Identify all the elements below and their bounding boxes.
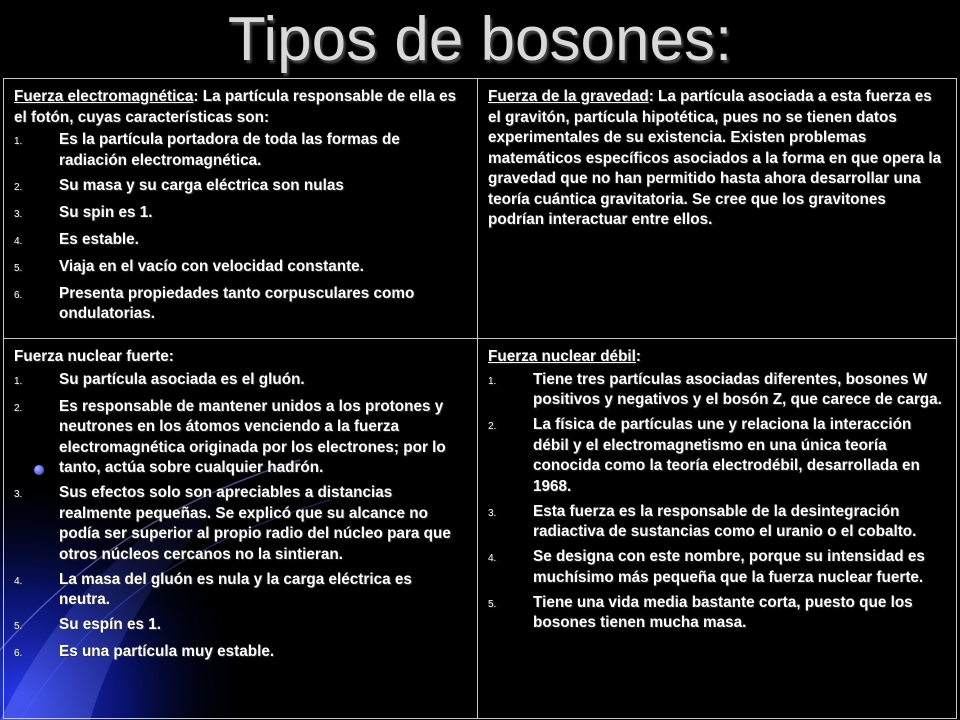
weak-heading-line — [488, 347, 946, 368]
list-text: Se designa con este nombre, porque su intensidad es muchísimo más pequeña que la fuerza nuclear fuerte. — [533, 548, 925, 586]
list-number: 6. — [14, 289, 23, 301]
list-number: 3. — [14, 489, 23, 500]
list-item — [14, 176, 467, 199]
list-item — [488, 547, 946, 588]
list-number: 4. — [488, 553, 497, 564]
list-text: Sus efectos solo son apreciables a distancias realmente pequeñas. Se explicó que su alcance no podía ser superior al propio radio del núcleo para que otros núcleos cercanos no la sintieran. — [59, 484, 451, 563]
strong-list — [14, 370, 467, 665]
list-item — [14, 397, 467, 479]
list-number: 2. — [488, 421, 497, 432]
list-number: 1. — [14, 375, 23, 387]
list-text: Esta fuerza es la responsable de la desintegración radiactiva de sustancias como el uranio o el cobalto. — [533, 502, 917, 540]
list-item — [14, 370, 467, 393]
list-item — [488, 415, 946, 497]
list-number: 5. — [14, 621, 23, 632]
list-item — [14, 257, 467, 280]
list-text: Es estable. — [59, 230, 139, 248]
cell-gravity — [478, 79, 956, 339]
list-number: 5. — [488, 598, 497, 610]
list-text: Tiene una vida media bastante corta, puesto que los bosones tienen mucha masa. — [533, 593, 913, 631]
list-text: Su espín es 1. — [59, 616, 162, 633]
list-text: Presenta propiedades tanto corpusculares como ondulatorias. — [59, 284, 415, 322]
list-text: Tiene tres partículas asociadas diferentes, bosones W positivos y negativos y el bosón Z, que carece de carga. — [533, 370, 942, 408]
list-text: Su spin es 1. — [59, 203, 153, 221]
cell-electromagnetic — [4, 79, 478, 339]
list-number: 3. — [488, 507, 497, 519]
weak-list — [488, 370, 946, 634]
list-item — [14, 130, 467, 171]
list-number: 1. — [488, 375, 497, 387]
list-item — [14, 570, 467, 611]
list-item — [488, 502, 946, 543]
electromagnetic-intro-text: : La partícula responsable de ella es el fotón, cuyas características son: — [14, 88, 457, 126]
electromagnetic-list — [14, 130, 467, 325]
list-item — [14, 483, 467, 565]
list-text: Es responsable de mantener unidos a los protones y neutrones en los átomos venciendo a la fuerza electromagnética originada por los electrones; por lo tanto, actúa sobre cualquier hadrón. — [59, 397, 446, 476]
list-number: 2. — [14, 181, 23, 193]
gravity-heading: Fuerza de la gravedad — [488, 88, 649, 105]
weak-heading-suffix: : — [635, 348, 642, 365]
gravity-text: : La partícula asociada a esta fuerza es el gravitón, partícula hipotética, pues no se tienen datos experimentales de su existencia. Existen problemas matemáticos específicos asociados a la forma en que opera la gravedad que no han permitido hasta ahora desarrollar una teoría cuántica gravitatoria. Se cree que los gravitones podrían interactuar entre ellos. — [488, 88, 942, 228]
cell-weak — [478, 339, 956, 718]
list-item — [488, 370, 946, 411]
list-text: Su masa y su carga eléctrica son nulas — [59, 176, 344, 194]
electromagnetic-intro — [14, 87, 467, 128]
list-item — [14, 615, 467, 638]
list-number: 5. — [14, 262, 23, 274]
list-item — [14, 203, 467, 226]
list-text: Es la partícula portadora de toda las formas de radiación electromagnética. — [59, 131, 400, 169]
strong-heading: Fuerza nuclear fuerte: — [14, 348, 174, 365]
list-number: 4. — [14, 575, 23, 587]
list-text: Viaja en el vacío con velocidad constante. — [59, 257, 364, 275]
electromagnetic-heading: Fuerza electromagnética — [14, 88, 194, 105]
list-item — [488, 593, 946, 634]
gravity-paragraph — [488, 87, 946, 231]
list-number: 4. — [14, 235, 23, 247]
list-number: 2. — [14, 402, 23, 414]
cell-strong — [4, 339, 478, 718]
list-number: 6. — [14, 648, 23, 659]
list-item — [14, 642, 467, 665]
list-text: La masa del gluón es nula y la carga eléctrica es neutra. — [59, 570, 412, 608]
list-item — [14, 284, 467, 325]
list-item — [14, 230, 467, 253]
list-text: Es una partícula muy estable. — [59, 643, 275, 660]
list-text: La física de partículas une y relaciona la interacción débil y el electromagnetismo en una única teoría conocida como la teoría electrodébil, desarrollada en 1968. — [533, 416, 920, 495]
weak-heading: Fuerza nuclear débil — [488, 348, 636, 365]
list-text: Su partícula asociada es el gluón. — [59, 370, 305, 388]
boson-table — [3, 78, 957, 719]
list-number: 1. — [14, 136, 23, 147]
page-title: Tipos de bosones: — [227, 5, 733, 74]
bullet-decoration-icon — [34, 465, 44, 475]
list-number: 3. — [14, 208, 23, 220]
